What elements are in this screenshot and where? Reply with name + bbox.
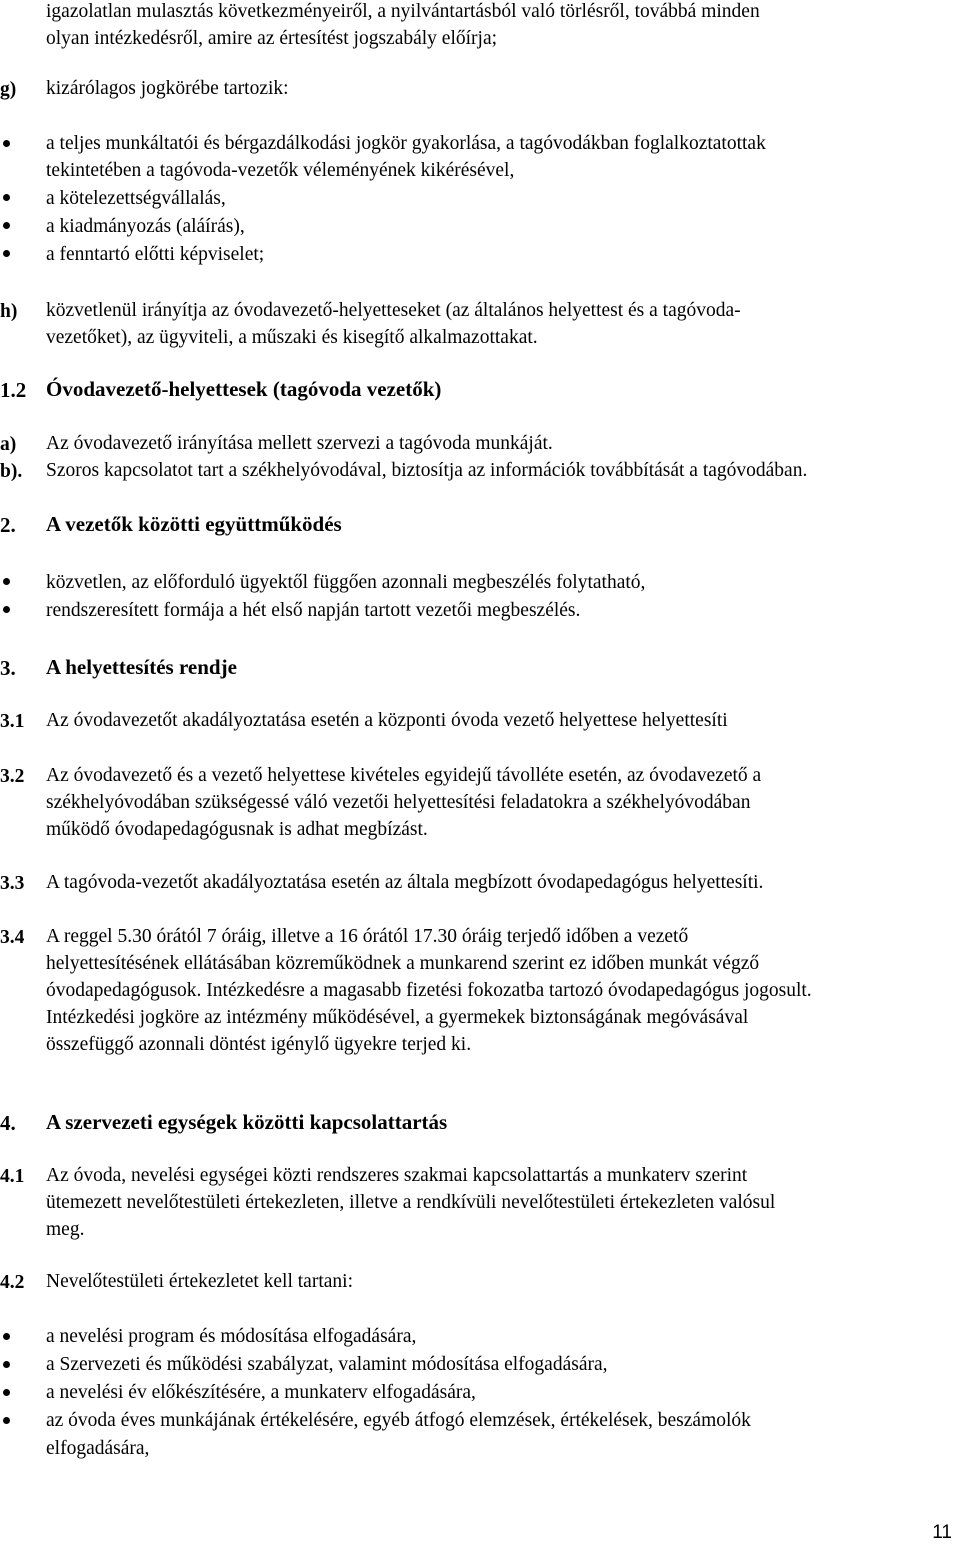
item-3-2-text: székhelyóvodában szükségessé váló vezetői helyettesítési feladatokra a székhelyóvodában [46,792,751,813]
item-3-2-text: működő óvodapedagógusnak is adhat megbízást. [46,819,428,840]
page-number: 11 [932,1522,952,1543]
item-number-3-3: 3.3 [0,873,25,894]
bullet-icon [3,194,10,201]
intro-line: igazolatlan mulasztás következményeiről, a nyilvántartásból való törlésről, továbbá minden [46,1,760,22]
bullet-text: a kiadmányozás (aláírás), [46,216,245,237]
section-number-1-2: 1.2 [0,378,27,402]
list-item-b-text: Szoros kapcsolatot tart a székhelyóvodával, biztosítja az információk továbbítását a tagóvodában. [46,460,808,481]
list-item-a-text: Az óvodavezető irányítása mellett szervezi a tagóvoda munkáját. [46,433,553,454]
section-number-4: 4. [0,1111,16,1135]
bullet-text: a fenntartó előtti képviselet; [46,244,265,265]
section-title-2: A vezetők közötti együttműködés [46,512,342,536]
list-item-g-text: kizárólagos jogkörébe tartozik: [46,78,289,99]
item-4-1-text: Az óvoda, nevelési egységei közti rendszeres szakmai kapcsolattartás a munkaterv szerint [46,1165,748,1186]
list-item-h-line: közvetlenül irányítja az óvodavezető-helyetteseket (az általános helyettest és a tagóvoda- [46,300,741,321]
bullet-text: a Szervezeti és működési szabályzat, valamint módosítása elfogadására, [46,1354,608,1375]
item-3-1-text: Az óvodavezetőt akadályoztatása esetén a központi óvoda vezető helyettese helyettesíti [46,710,728,731]
item-4-1-text: meg. [46,1219,85,1240]
section-number-2: 2. [0,513,16,537]
bullet-text: a nevelési program és módosítása elfogadására, [46,1326,417,1347]
item-4-1-text: ütemezett nevelőtestületi értekezleten, illetve a rendkívüli nevelőtestületi értekezleten valósul [46,1192,776,1213]
item-3-2-text: Az óvodavezető és a vezető helyettese kivételes egyidejű távolléte esetén, az óvodavezető a [46,765,762,786]
list-item-h-line: vezetőket), az ügyviteli, a műszaki és kisegítő alkalmazottakat. [46,327,538,348]
bullet-icon [3,1389,10,1396]
item-4-2-text: Nevelőtestületi értekezletet kell tartani: [46,1271,353,1292]
bullet-text: közvetlen, az előforduló ügyektől függően azonnali megbeszélés folytatható, [46,572,646,593]
bullet-icon [3,1361,10,1368]
item-3-4-text: óvodapedagógusok. Intézkedésre a magasabb fizetési fokozatba tartozó óvodapedagógus jogosult. [46,980,812,1001]
item-number-4-2: 4.2 [0,1272,25,1293]
item-3-4-text: helyettesítésének ellátásában közreműködnek a munkarend szerint ez időben munkát végző [46,953,760,974]
bullet-text: az óvoda éves munkájának értékelésére, egyéb átfogó elemzések, értékelések, beszámolók [46,1410,751,1431]
bullet-icon [3,140,10,147]
section-title-1-2: Óvodavezető-helyettesek (tagóvoda vezetők) [46,377,442,401]
item-3-3-text: A tagóvoda-vezetőt akadályoztatása esetén az általa megbízott óvodapedagógus helyettesíti. [46,872,764,893]
list-marker-h: h) [0,301,18,322]
section-number-3: 3. [0,656,16,680]
bullet-text: a kötelezettségvállalás, [46,188,226,209]
bullet-icon [3,250,10,257]
section-title-3: A helyettesítés rendje [46,655,237,679]
list-marker-g: g) [0,79,17,100]
bullet-text: rendszeresített formája a hét első napján tartott vezetői megbeszélés. [46,600,581,621]
bullet-text: elfogadására, [46,1438,150,1459]
item-number-3-4: 3.4 [0,927,25,948]
bullet-icon [3,1417,10,1424]
item-number-4-1: 4.1 [0,1166,25,1187]
list-marker-a: a) [0,434,17,455]
bullet-text: a nevelési év előkészítésére, a munkaterv elfogadására, [46,1382,476,1403]
bullet-icon [3,222,10,229]
bullet-text: tekintetében a tagóvoda-vezetők véleményének kikérésével, [46,160,515,181]
item-3-4-text: A reggel 5.30 órától 7 óráig, illetve a 16 órától 17.30 óráig terjedő időben a vezető [46,926,689,947]
list-marker-b: b). [0,461,23,482]
bullet-icon [3,1333,10,1340]
bullet-icon [3,606,10,613]
section-title-4: A szervezeti egységek közötti kapcsolattartás [46,1110,448,1134]
item-number-3-2: 3.2 [0,766,25,787]
item-3-4-text: Intézkedési jogköre az intézmény működésével, a gyermekek biztonságának megóvásával [46,1007,749,1028]
bullet-icon [3,578,10,585]
bullet-text: a teljes munkáltatói és bérgazdálkodási jogkör gyakorlása, a tagóvodákban foglalkoztatottak [46,133,766,154]
intro-line: olyan intézkedésről, amire az értesítést jogszabály előírja; [46,28,498,49]
item-3-4-text: összefüggő azonnali döntést igénylő ügyekre terjed ki. [46,1034,472,1055]
item-number-3-1: 3.1 [0,711,25,732]
